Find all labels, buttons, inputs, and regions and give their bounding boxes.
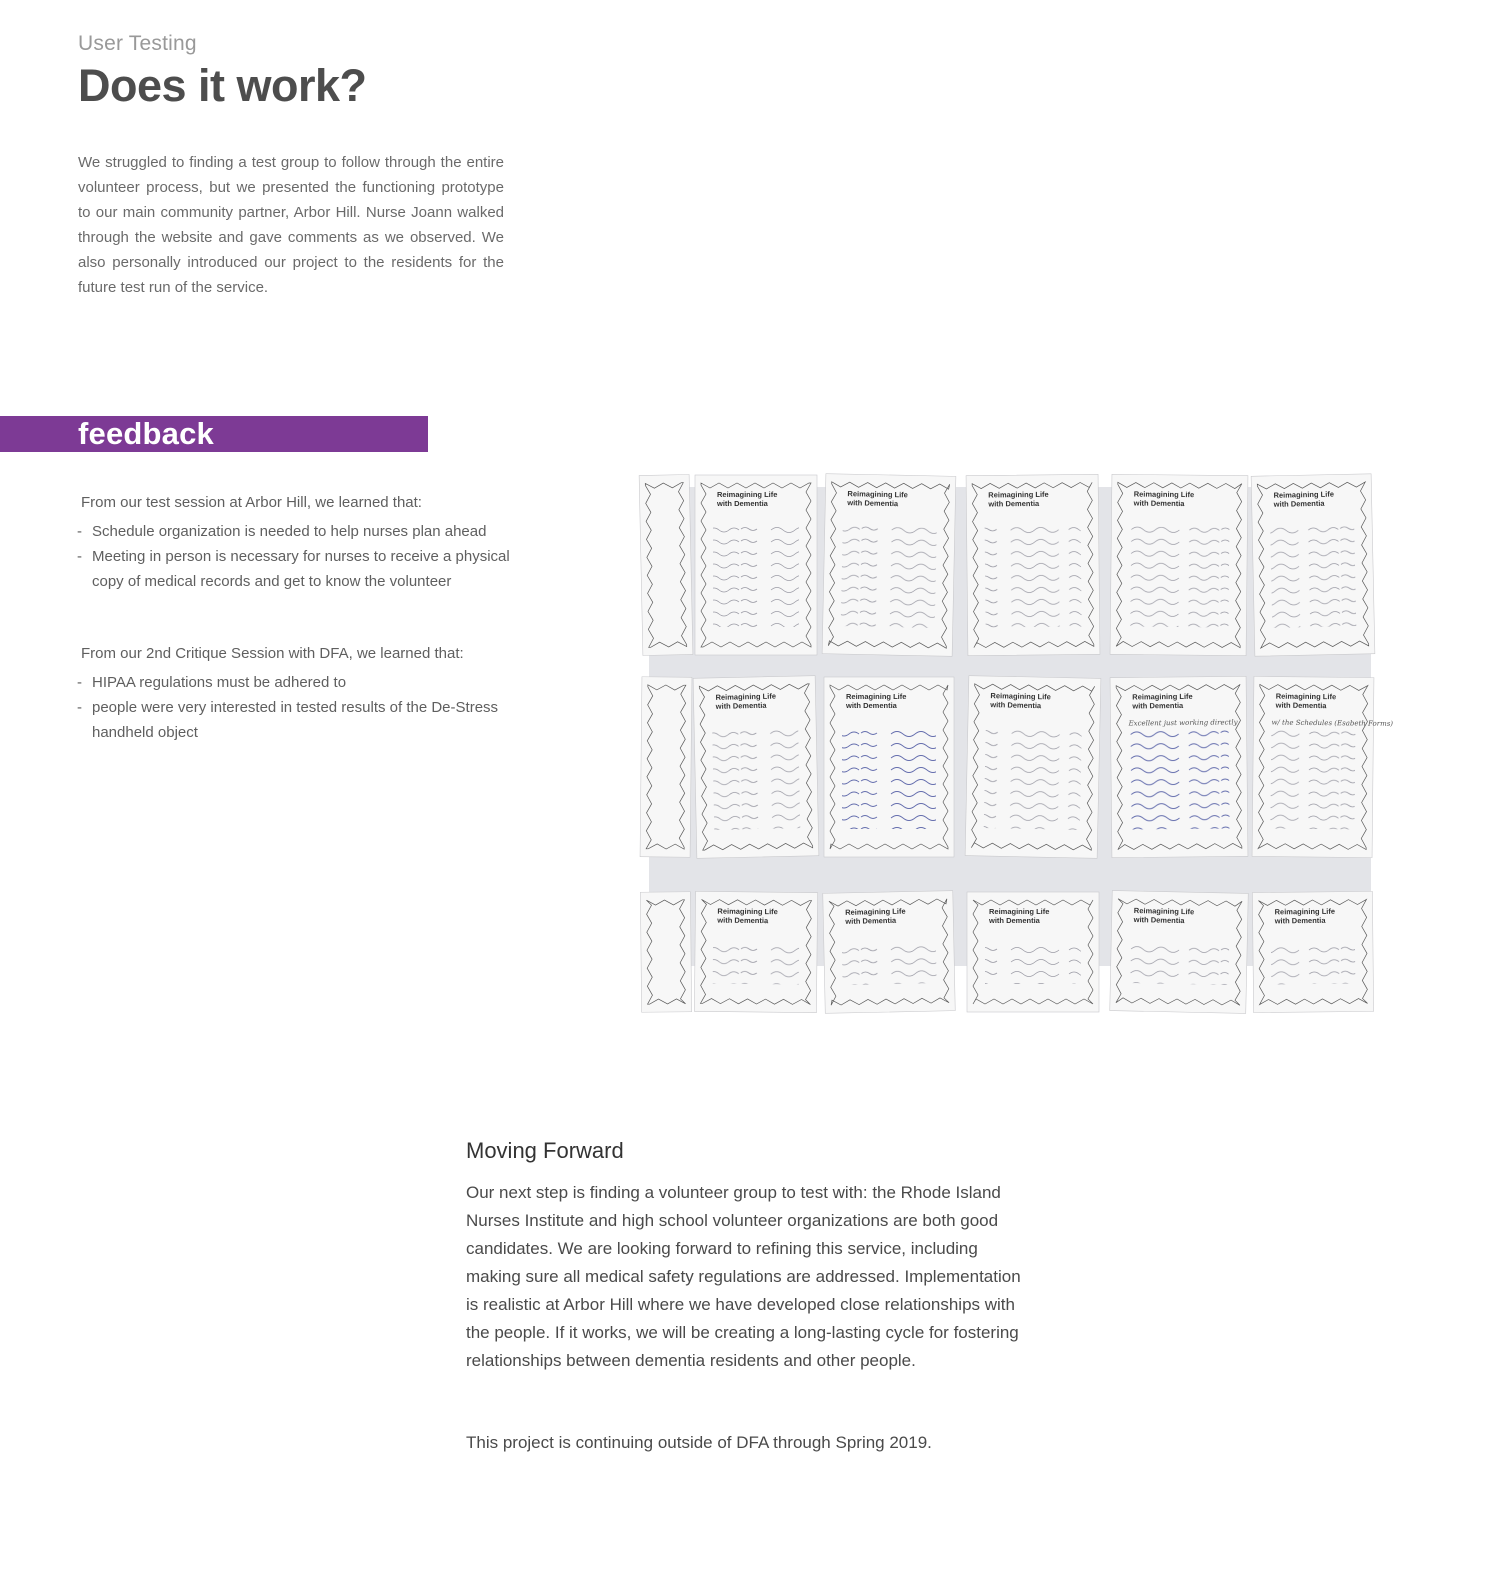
card-title-line: Reimagining Life: [989, 907, 1050, 916]
card-title-line: Reimagining Life: [717, 906, 778, 917]
list-item: [77, 544, 517, 594]
feedback-session-1: [77, 490, 521, 594]
feedback-card: [823, 891, 955, 1014]
card-title-line: with Dementia: [717, 499, 768, 508]
moving-forward-body: Our next step is finding a volunteer group to test with: the Rhode Island Nurses Institute and high school volunteer organizations are both good candidates. We are looking forward to refining this service, including making sure all medical safety regulations are addressed. Implementation is realistic at Arbor Hill where we have developed close relationships with the people. If it works, we will be creating a long-lasting cycle for fostering relationships between dementia residents and other people.: [466, 1183, 1021, 1370]
feedback-wall-illustration: [649, 487, 1394, 966]
list-item: [77, 519, 517, 544]
card-title-line: with Dementia: [1274, 915, 1326, 926]
feedback-card: [1110, 891, 1248, 1014]
feedback-card: [695, 475, 817, 655]
feedback-label: feedback: [78, 416, 214, 451]
bullet-dash: -: [77, 548, 82, 565]
feedback-card: [824, 677, 954, 857]
list-item-text: HIPAA regulations must be adhered to: [92, 674, 347, 691]
card-title-line: with Dementia: [715, 700, 767, 711]
card-title-line: Reimagining Life: [715, 691, 777, 702]
page-title: Does it work?: [78, 60, 367, 111]
card-title-line: Reimagining Life: [1132, 691, 1193, 702]
feedback-photo: [649, 487, 1394, 966]
card-title-line: Reimagining Life: [988, 489, 1049, 500]
card-title-line: with Dementia: [1132, 700, 1184, 711]
card-title-line: Reimagining Life: [846, 692, 907, 701]
feedback-card: [639, 474, 693, 655]
card-title-line: with Dementia: [989, 916, 1040, 925]
list-item: [77, 670, 517, 695]
kicker: User Testing: [78, 32, 197, 55]
session-list: [77, 519, 517, 594]
list-item: [77, 695, 517, 745]
card-title-line: Reimagining Life: [847, 489, 908, 500]
session-list: [77, 670, 517, 745]
card-title-line: with Dementia: [988, 498, 1040, 509]
card-title-line: Reimagining Life: [845, 906, 906, 917]
card-title-line: with Dementia: [1275, 700, 1327, 711]
card-title-line: with Dementia: [845, 915, 897, 926]
feedback-card: [1252, 891, 1373, 1012]
handwritten-note: Excellent just working directly: [1128, 718, 1238, 728]
feedback-card: [694, 891, 817, 1012]
card-title-line: with Dementia: [1133, 915, 1185, 926]
list-item-text: Meeting in person is necessary for nurses to receive a physical copy of medical records and get to know the volunteer: [92, 548, 510, 590]
moving-forward-note: This project is continuing outside of DFA through Spring 2019.: [466, 1433, 932, 1452]
moving-forward-title: Moving Forward: [466, 1138, 624, 1163]
feedback-card: [640, 892, 691, 1013]
card-title-line: Reimagining Life: [1275, 691, 1337, 702]
card-title-line: Reimagining Life: [1133, 489, 1195, 500]
feedback-banner: [0, 416, 428, 452]
card-title-line: with Dementia: [1133, 498, 1185, 509]
bullet-dash: -: [77, 523, 82, 540]
feedback-card: [965, 676, 1101, 859]
feedback-card: [966, 474, 1100, 655]
intro-paragraph: We struggled to finding a test group to follow through the entire volunteer process, but we presented the functioning prototype to our main community partner, Arbor Hill. Nurse Joann walked through the website and gave comments as we observed. We also personally introduced our project to the residents for the future test run of the service.: [78, 154, 504, 296]
card-title-line: Reimagining Life: [1133, 906, 1195, 917]
feedback-card: [1110, 676, 1248, 857]
feedback-card: [822, 474, 956, 657]
feedback-card: [693, 676, 819, 859]
card-title-line: with Dementia: [1273, 498, 1325, 509]
feedback-card: [1252, 676, 1394, 857]
feedback-card: [640, 677, 692, 858]
card-title-line: with Dementia: [846, 701, 897, 710]
card-title-line: Reimagining Life: [1273, 489, 1335, 500]
feedback-card: [967, 892, 1099, 1012]
card-title-line: Reimagining Life: [990, 691, 1051, 702]
handwritten-note: w/ the Schedules (Esabeth Forms): [1271, 718, 1394, 728]
list-item-text: people were very interested in tested results of the De-Stress handheld object: [92, 699, 499, 741]
session-intro: From our 2nd Critique Session with DFA, we learned that:: [81, 645, 464, 662]
feedback-card: [1251, 474, 1375, 656]
bullet-dash: -: [77, 699, 82, 716]
card-title-line: Reimagining Life: [1274, 906, 1336, 917]
bullet-dash: -: [77, 674, 82, 691]
card-title-line: with Dementia: [847, 498, 899, 509]
card-title-line: with Dementia: [990, 700, 1042, 711]
feedback-session-2: [77, 641, 521, 745]
card-title-line: with Dementia: [717, 915, 769, 926]
feedback-card: [1110, 474, 1248, 655]
session-intro: From our test session at Arbor Hill, we learned that:: [81, 494, 422, 511]
list-item-text: Schedule organization is needed to help nurses plan ahead: [92, 523, 487, 540]
card-title-line: Reimagining Life: [717, 490, 778, 499]
